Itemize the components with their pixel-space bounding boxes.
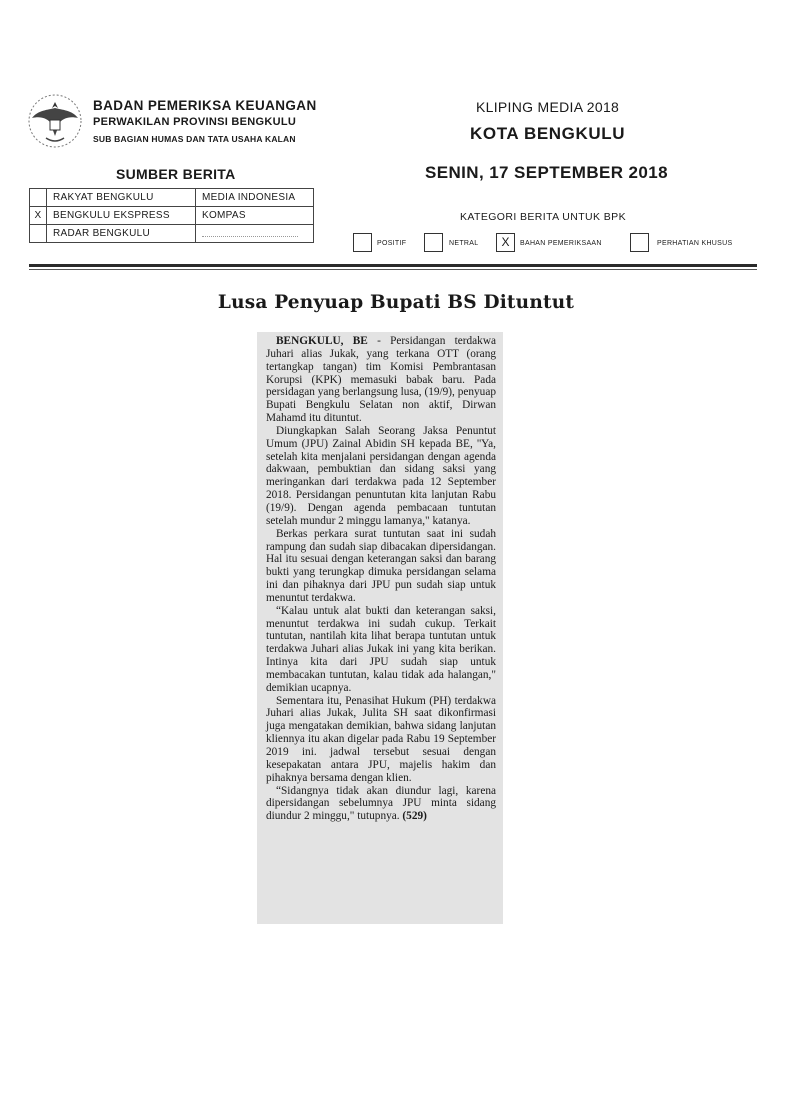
bahan-pemeriksaan-label: BAHAN PEMERIKSAAN bbox=[520, 240, 602, 247]
article-paragraph: “Kalau untuk alat bukti dan keterangan saksi, menuntut terdakwa ini sudah cukup. Terkait tuntutan, nantilah kita lihat berapa tuntutan untuk terdakwa Juhari alias Jukak ini yang kita berikan. Intinya kita dari JPU sudah siap untuk membacakan tuntutan, kalau tidak ada halangan," demikian ucapnya. bbox=[266, 604, 496, 694]
org-subdivision: SUB BAGIAN HUMAS DAN TATA USAHA KALAN bbox=[93, 134, 296, 144]
article-paragraph: Diungkapkan Salah Seorang Jaksa Penuntut Umum (JPU) Zainal Abidin SH kepada BE, ''Ya, setelah kita menjalani persidangan dengan agenda dakwaan, pembuktian dan sidang saksi yang meringankan dari terdakwa pada 12 September 2018. Persidangan penuntutan kita lanjutan Rabu (19/9). Dengan agenda pembacaan tuntutan setelah mundur 2 minggu lamanya," katanya. bbox=[266, 424, 496, 527]
source-table bbox=[29, 188, 314, 243]
source-mark bbox=[30, 189, 47, 207]
article-dateline: BENGKULU, BE bbox=[276, 335, 368, 347]
sumber-berita-title: SUMBER BERITA bbox=[116, 166, 236, 182]
date-title: SENIN, 17 SEPTEMBER 2018 bbox=[425, 163, 668, 182]
article-paragraph bbox=[266, 785, 496, 824]
source-mark: X bbox=[30, 207, 47, 225]
source-name: BENGKULU EKSPRESS bbox=[47, 207, 196, 225]
table-row bbox=[30, 207, 314, 225]
table-row bbox=[30, 189, 314, 207]
dotted-line bbox=[202, 227, 298, 237]
source-mark bbox=[30, 225, 47, 243]
article-paragraph: Berkas perkara surat tuntutan saat ini sudah rampung dan sudah siap dibacakan dipersidangan. Hal itu sesuai dengan keterangan saksi dan barang bukti yang terungkap dimuka persidangan selama ini dan pihaknya dari JPU pun sudah siap untuk menuntut terdakwa. bbox=[266, 527, 496, 604]
perhatian-khusus-label: PERHATIAN KHUSUS bbox=[657, 240, 733, 247]
source-name: RAKYAT BENGKULU bbox=[47, 189, 196, 207]
source-name: KOMPAS bbox=[196, 207, 314, 225]
divider bbox=[29, 264, 757, 267]
garuda-emblem-icon bbox=[26, 92, 84, 150]
source-name-blank bbox=[196, 225, 314, 243]
positif-label: POSITIF bbox=[377, 240, 407, 247]
kategori-title: KATEGORI BERITA UNTUK BPK bbox=[460, 211, 626, 223]
article-paragraph: Sementara itu, Penasihat Hukum (PH) terdakwa Juhari alias Jukak, Julita SH saat dikonfirmasi juga mengatakan demikian, bahwa sidang lanjutan kliennya itu akan digelar pada Rabu 19 September 2019 ini. jadwal tersebut sesuai dengan kesepakatan antara JPU, majelis hakim dan pihaknya bersama dengan klien. bbox=[266, 694, 496, 784]
positif-checkbox[interactable] bbox=[353, 233, 372, 252]
org-branch: PERWAKILAN PROVINSI BENGKULU bbox=[93, 116, 297, 128]
article-headline: Lusa Penyuap Bupati BS Dituntut bbox=[217, 292, 575, 313]
kliping-label: KLIPING MEDIA 2018 bbox=[476, 99, 620, 115]
org-name: BADAN PEMERIKSA KEUANGAN bbox=[93, 98, 317, 113]
source-name: RADAR BENGKULU bbox=[47, 225, 196, 243]
bahan-pemeriksaan-checkbox[interactable]: X bbox=[496, 233, 515, 252]
article-body bbox=[257, 332, 503, 924]
article-text: - Persidangan terdakwa Juhari alias Jukak, yang terkana OTT (orang tertangkap tangan) tim Komisi Pembrantasan Korupsi (KPK) memasuki babak baru. Pada persidagan yang berlangsung lusa, (19/9), penyuap Bupati Bengkulu Selatan non aktif, Dirwan Mahamd itu dituntut. bbox=[266, 335, 497, 425]
source-name: MEDIA INDONESIA bbox=[196, 189, 314, 207]
netral-label: NETRAL bbox=[449, 240, 479, 247]
perhatian-khusus-checkbox[interactable] bbox=[630, 233, 649, 252]
article-code: (529) bbox=[402, 810, 427, 823]
article-text: “Sidangnya tidak akan diundur lagi, karena dipersidangan sebelumnya JPU minta sidang diundur 2 minggu," tutupnya. bbox=[266, 784, 496, 823]
netral-checkbox[interactable] bbox=[424, 233, 443, 252]
table-row bbox=[30, 225, 314, 243]
article-paragraph bbox=[266, 335, 496, 425]
divider bbox=[29, 269, 757, 270]
city-title: KOTA BENGKULU bbox=[470, 124, 626, 143]
